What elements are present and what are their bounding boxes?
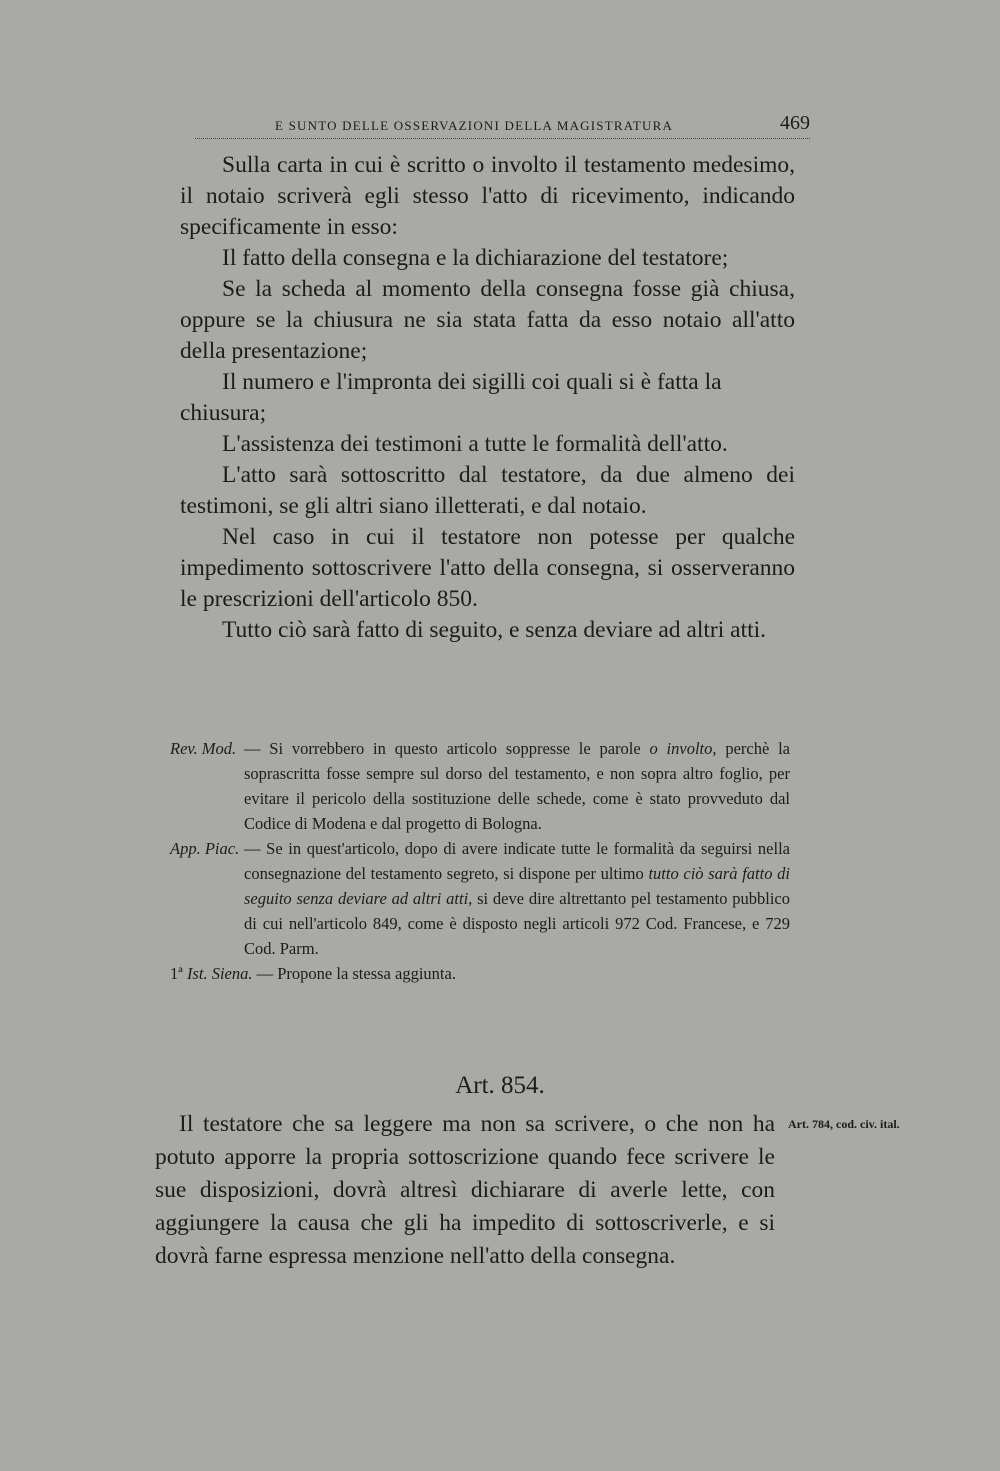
article-854-text — [155, 1108, 775, 1273]
note-quoted-words: o involto, — [649, 739, 717, 758]
note-source: App. Piac. — [170, 839, 240, 858]
note-text — [170, 836, 790, 961]
note-text-part: — Propone la stessa aggiunta. — [256, 964, 456, 983]
running-header — [195, 112, 810, 139]
note-app-piac — [170, 836, 790, 961]
note-ist-siena — [170, 961, 790, 986]
body-paragraph: Il numero e l'impronta dei sigilli coi quali si è fatta la chiusura; — [180, 369, 722, 426]
note-text-part: perchè la soprascritta fosse sempre sul dorso del testamento, e non sopra altro foglio, per evitare il pericolo della sostituzione delle schede, come è stato provveduto dal Codice di Modena e dal progetto di Bologna. — [244, 739, 791, 833]
body-paragraph: L'atto sarà sottoscritto dal testatore, da due almeno dei testimoni, se gli altri siano illetterati, e dal notaio. — [180, 462, 795, 519]
note-quoted-words: tutto ciò sarà fatto di seguito senza deviare ad altri atti, — [244, 864, 790, 908]
margin-reference: Art. 784, cod. civ. ital. — [788, 1117, 900, 1131]
note-source: Ist. Siena. — [186, 964, 253, 983]
article-paragraph: Il testatore che sa leggere ma non sa scrivere, o che non ha potuto apporre la propria sottoscrizione quando fece scrivere le sue disposizioni, dovrà altresì dichiarare di averle lette, con aggiungere la causa che gli ha impedito di sottoscriverle, e si dovrà farne espressa menzione nell'atto della consegna. — [155, 1111, 775, 1269]
note-text — [170, 961, 790, 986]
body-paragraph: Sulla carta in cui è scritto o involto il testamento medesimo, il notaio scriverà egli stesso l'atto di ricevimento, indicando specificamente in esso: — [180, 152, 795, 240]
body-paragraph: Nel caso in cui il testatore non potesse per qualche impedimento sottoscrivere l'atto della consegna, si osserveranno le prescrizioni dell'articolo 850. — [180, 524, 795, 612]
page-number: 469 — [780, 112, 810, 134]
note-prefix: 1ª — [170, 964, 183, 983]
note-text-part: si deve dire altrettanto pel testamento pubblico di cui nell'articolo 849, come è disposto negli articoli 972 Cod. Francese, e 729 Cod. Parm. — [244, 889, 790, 958]
body-paragraph: Se la scheda al momento della consegna fosse già chiusa, oppure se la chiusura ne sia stata fatta da esso notaio all'atto della presentazione; — [180, 276, 795, 364]
note-source: Rev. Mod. — [170, 739, 237, 758]
body-paragraph: Tutto ciò sarà fatto di seguito, e senza deviare ad altri atti. — [222, 617, 767, 643]
observations-notes — [170, 736, 790, 986]
note-text-part: — Se in quest'articolo, dopo di avere indicate tutte le formalità da seguirsi nella consegnazione del testamento segreto, si dispone per ultimo — [244, 839, 790, 883]
note-text — [170, 736, 790, 836]
article-heading: Art. 854. — [455, 1072, 545, 1099]
article-853-text — [180, 150, 795, 646]
note-text-part: — Si vorrebbero in questo articolo soppresse le parole — [244, 739, 650, 758]
note-rev-mod — [170, 736, 790, 836]
body-paragraph: L'assistenza dei testimoni a tutte le formalità dell'atto. — [222, 431, 728, 457]
body-paragraph: Il fatto della consegna e la dichiarazione del testatore; — [222, 245, 729, 271]
running-title: E SUNTO DELLE OSSERVAZIONI DELLA MAGISTRATURA — [275, 118, 674, 133]
